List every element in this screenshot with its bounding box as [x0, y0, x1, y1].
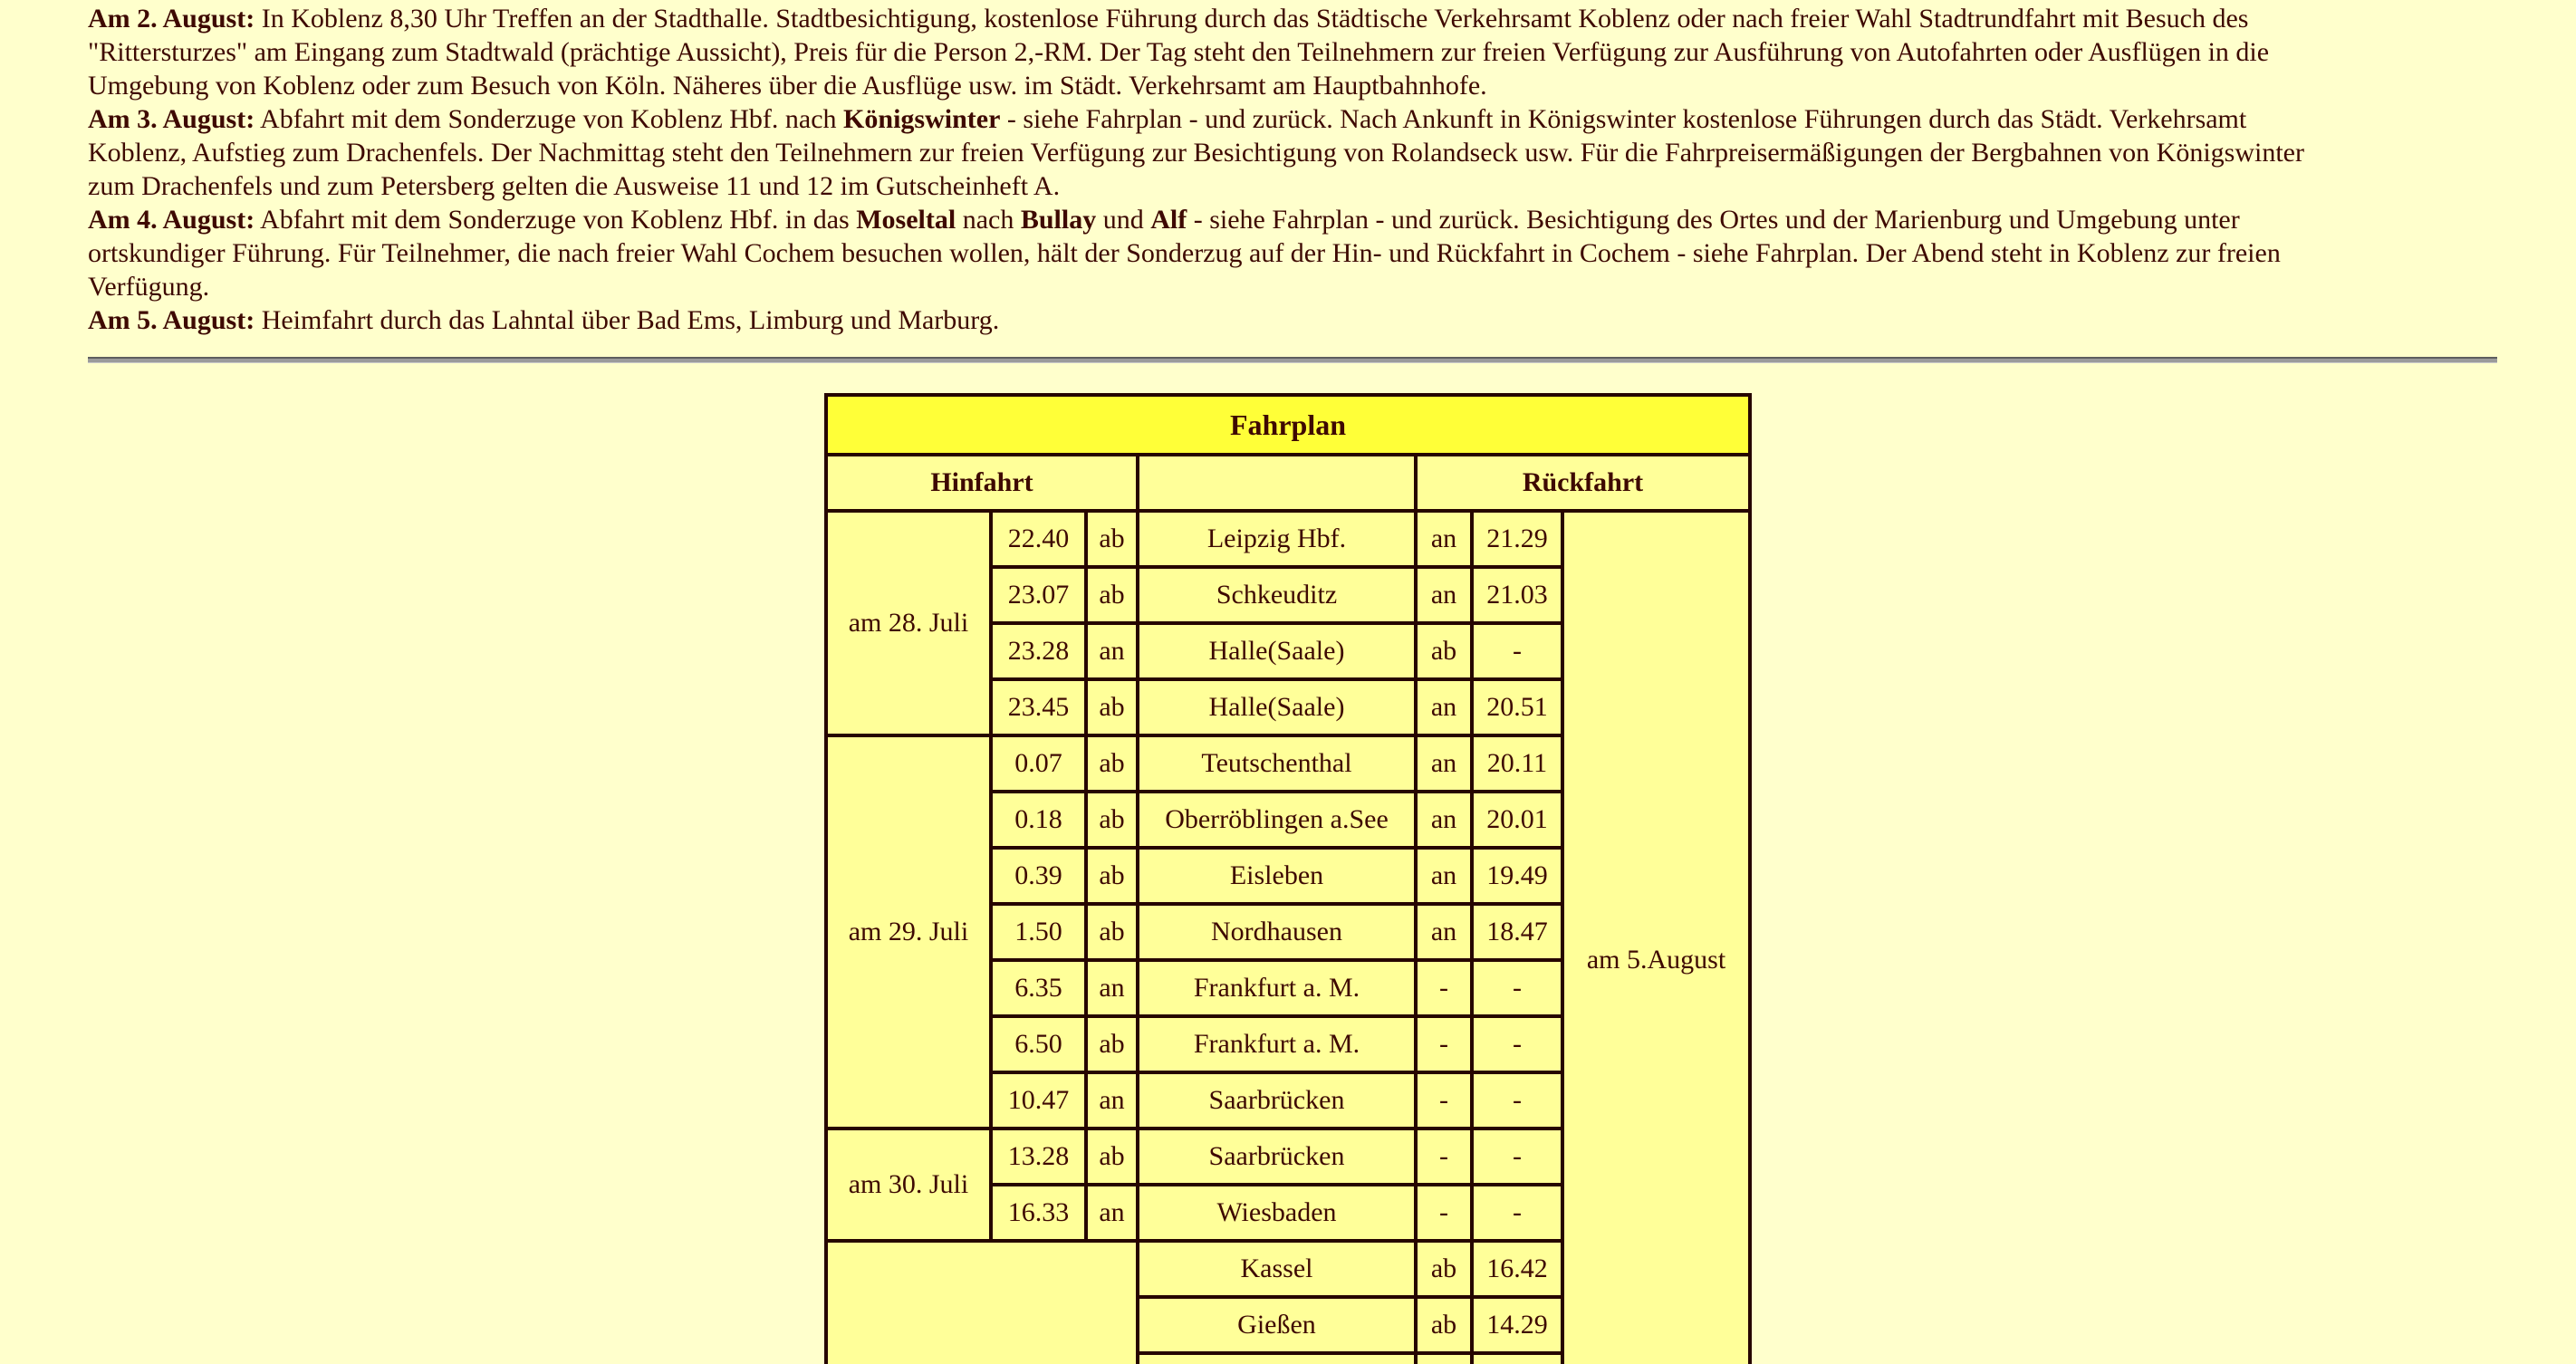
return-time-cell: 18.47 [1472, 904, 1562, 960]
return-direction-cell: an [1416, 848, 1472, 904]
empty-left-cell [826, 1241, 1138, 1364]
rueckfahrt-header: Rückfahrt [1416, 455, 1750, 511]
return-time-cell: - [1472, 1185, 1562, 1241]
day-heading: Am 5. August: [88, 305, 255, 335]
outbound-time-cell: 13.28 [991, 1129, 1086, 1185]
return-time-cell: - [1472, 1072, 1562, 1129]
return-time-cell [1472, 1353, 1562, 1364]
day-heading: Alf [1150, 205, 1187, 235]
outbound-time-cell: 0.07 [991, 735, 1086, 792]
return-time-cell: 21.29 [1472, 511, 1562, 567]
outbound-direction-cell: an [1086, 1072, 1138, 1129]
day-text: Heimfahrt durch das Lahntal über Bad Ems, Limburg und Marburg. [255, 305, 1000, 335]
outbound-direction-cell: ab [1086, 792, 1138, 848]
return-time-cell: 20.01 [1472, 792, 1562, 848]
day-text: ortskundiger Führung. Für Teilnehmer, die nach freier Wahl Cochem besuchen wollen, hält der Sonderzug auf der Hin- und Rückfahrt in Cochem - siehe Fahrplan. Der Abend steht in Koblenz zur freien [88, 238, 2281, 268]
content-area [0, 0, 2576, 363]
station-cell: Halle(Saale) [1138, 679, 1416, 735]
return-direction-cell: an [1416, 511, 1472, 567]
outbound-time-cell: 0.39 [991, 848, 1086, 904]
return-direction-cell: an [1416, 904, 1472, 960]
outbound-direction-cell: an [1086, 960, 1138, 1016]
day-text: Abfahrt mit dem Sonderzuge von Koblenz Hbf. nach [255, 104, 844, 134]
fahrplan-title-row [826, 395, 1750, 455]
outbound-time-cell: 6.35 [991, 960, 1086, 1016]
station-cell: Oberröblingen a.See [1138, 792, 1416, 848]
outbound-direction-cell: ab [1086, 511, 1138, 567]
station-cell: Halle(Saale) [1138, 623, 1416, 679]
station-cell: Frankfurt a. M. [1138, 960, 1416, 1016]
station-cell: Wiesbaden [1138, 1185, 1416, 1241]
fahrplan-table [824, 393, 1752, 1364]
return-time-cell: 20.51 [1472, 679, 1562, 735]
return-time-cell: 14.29 [1472, 1297, 1562, 1353]
return-direction-cell: an [1416, 679, 1472, 735]
return-time-cell: 20.11 [1472, 735, 1562, 792]
return-time-cell: 19.49 [1472, 848, 1562, 904]
station-cell [1138, 1353, 1416, 1364]
return-direction-cell: ab [1416, 623, 1472, 679]
outbound-direction-cell: ab [1086, 679, 1138, 735]
outbound-direction-cell: an [1086, 1185, 1138, 1241]
outbound-time-cell: 23.28 [991, 623, 1086, 679]
return-direction-cell: - [1416, 1016, 1472, 1072]
return-time-cell: 21.03 [1472, 567, 1562, 623]
outbound-date-cell: am 29. Juli [826, 735, 991, 1129]
outbound-direction-cell: ab [1086, 848, 1138, 904]
outbound-time-cell: 22.40 [991, 511, 1086, 567]
outbound-time-cell: 23.07 [991, 567, 1086, 623]
day-text: - siehe Fahrplan - und zurück. Besichtigung des Ortes und der Marienburg und Umgebung unter [1187, 205, 2240, 235]
return-direction-cell: - [1416, 1129, 1472, 1185]
station-cell: Teutschenthal [1138, 735, 1416, 792]
outbound-time-cell: 0.18 [991, 792, 1086, 848]
timetable-row [826, 511, 1750, 567]
day-text: Verfügung. [88, 272, 210, 302]
fahrplan-title: Fahrplan [826, 395, 1750, 455]
outbound-direction-cell: ab [1086, 567, 1138, 623]
fahrplan-body [826, 511, 1750, 1364]
day-text: "Rittersturzes" am Eingang zum Stadtwald (prächtige Aussicht), Preis für die Person 2,-RM. Der Tag steht den Teilnehmern zur freien Verfügung zur Ausführung von Autofahrten oder Ausflügen in die [88, 37, 2270, 67]
outbound-time-cell: 16.33 [991, 1185, 1086, 1241]
day-text: - siehe Fahrplan - und zurück. Nach Ankunft in Königswinter kostenlose Führungen durch das Städt. Verkehrsamt [1000, 104, 2247, 134]
station-header-empty [1138, 455, 1416, 511]
return-time-cell: 16.42 [1472, 1241, 1562, 1297]
station-cell: Frankfurt a. M. [1138, 1016, 1416, 1072]
station-cell: Nordhausen [1138, 904, 1416, 960]
station-cell: Saarbrücken [1138, 1129, 1416, 1185]
return-date-cell: am 5.August [1562, 511, 1750, 1364]
hinfahrt-header: Hinfahrt [826, 455, 1138, 511]
station-cell: Eisleben [1138, 848, 1416, 904]
day-text: Koblenz, Aufstieg zum Drachenfels. Der Nachmittag steht den Teilnehmern zur freien Verfügung zur Besichtigung von Rolandseck usw. Für die Fahrpreisermäßigungen der Bergbahnen von Königswinter [88, 138, 2304, 168]
outbound-direction-cell: ab [1086, 904, 1138, 960]
return-time-cell: - [1472, 960, 1562, 1016]
day-heading: Am 3. August: [88, 104, 255, 134]
outbound-date-cell: am 30. Juli [826, 1129, 991, 1241]
station-cell: Leipzig Hbf. [1138, 511, 1416, 567]
outbound-direction-cell: ab [1086, 1016, 1138, 1072]
return-direction-cell: - [1416, 1185, 1472, 1241]
return-time-cell: - [1472, 1129, 1562, 1185]
station-cell: Schkeuditz [1138, 567, 1416, 623]
day-text: In Koblenz 8,30 Uhr Treffen an der Stadthalle. Stadtbesichtigung, kostenlose Führung durch das Städtische Verkehrsamt Koblenz oder nach freier Wahl Stadtrundfahrt mit Besuch des [255, 4, 2249, 34]
return-direction-cell: ab [1416, 1297, 1472, 1353]
outbound-time-cell: 1.50 [991, 904, 1086, 960]
station-cell: Saarbrücken [1138, 1072, 1416, 1129]
outbound-direction-cell: ab [1086, 1129, 1138, 1185]
day-heading: Am 4. August: [88, 205, 255, 235]
outbound-direction-cell: an [1086, 623, 1138, 679]
return-direction-cell: an [1416, 567, 1472, 623]
station-cell: Gießen [1138, 1297, 1416, 1353]
return-direction-cell: - [1416, 960, 1472, 1016]
return-time-cell: - [1472, 623, 1562, 679]
fahrplan-header-row [826, 455, 1750, 511]
day-text: Umgebung von Koblenz oder zum Besuch von Köln. Näheres über die Ausflüge usw. im Städt. Verkehrsamt am Hauptbahnhofe. [88, 71, 1487, 101]
return-direction-cell [1416, 1353, 1472, 1364]
itinerary-text [88, 2, 2497, 337]
outbound-time-cell: 23.45 [991, 679, 1086, 735]
return-direction-cell: ab [1416, 1241, 1472, 1297]
day-heading: Bullay [1020, 205, 1097, 235]
return-direction-cell: an [1416, 792, 1472, 848]
divider-rule [88, 357, 2497, 363]
day-heading: Moseltal [856, 205, 956, 235]
day-text: nach [956, 205, 1021, 235]
return-time-cell: - [1472, 1016, 1562, 1072]
outbound-time-cell: 10.47 [991, 1072, 1086, 1129]
return-direction-cell: - [1416, 1072, 1472, 1129]
day-text: und [1096, 205, 1151, 235]
day-text: zum Drachenfels und zum Petersberg gelten die Ausweise 11 und 12 im Gutscheinheft A. [88, 171, 1061, 201]
station-cell: Kassel [1138, 1241, 1416, 1297]
day-heading: Am 2. August: [88, 4, 255, 34]
outbound-direction-cell: ab [1086, 735, 1138, 792]
return-direction-cell: an [1416, 735, 1472, 792]
day-text: Abfahrt mit dem Sonderzuge von Koblenz Hbf. in das [255, 205, 857, 235]
outbound-date-cell: am 28. Juli [826, 511, 991, 735]
day-heading: Königswinter [843, 104, 1001, 134]
outbound-time-cell: 6.50 [991, 1016, 1086, 1072]
